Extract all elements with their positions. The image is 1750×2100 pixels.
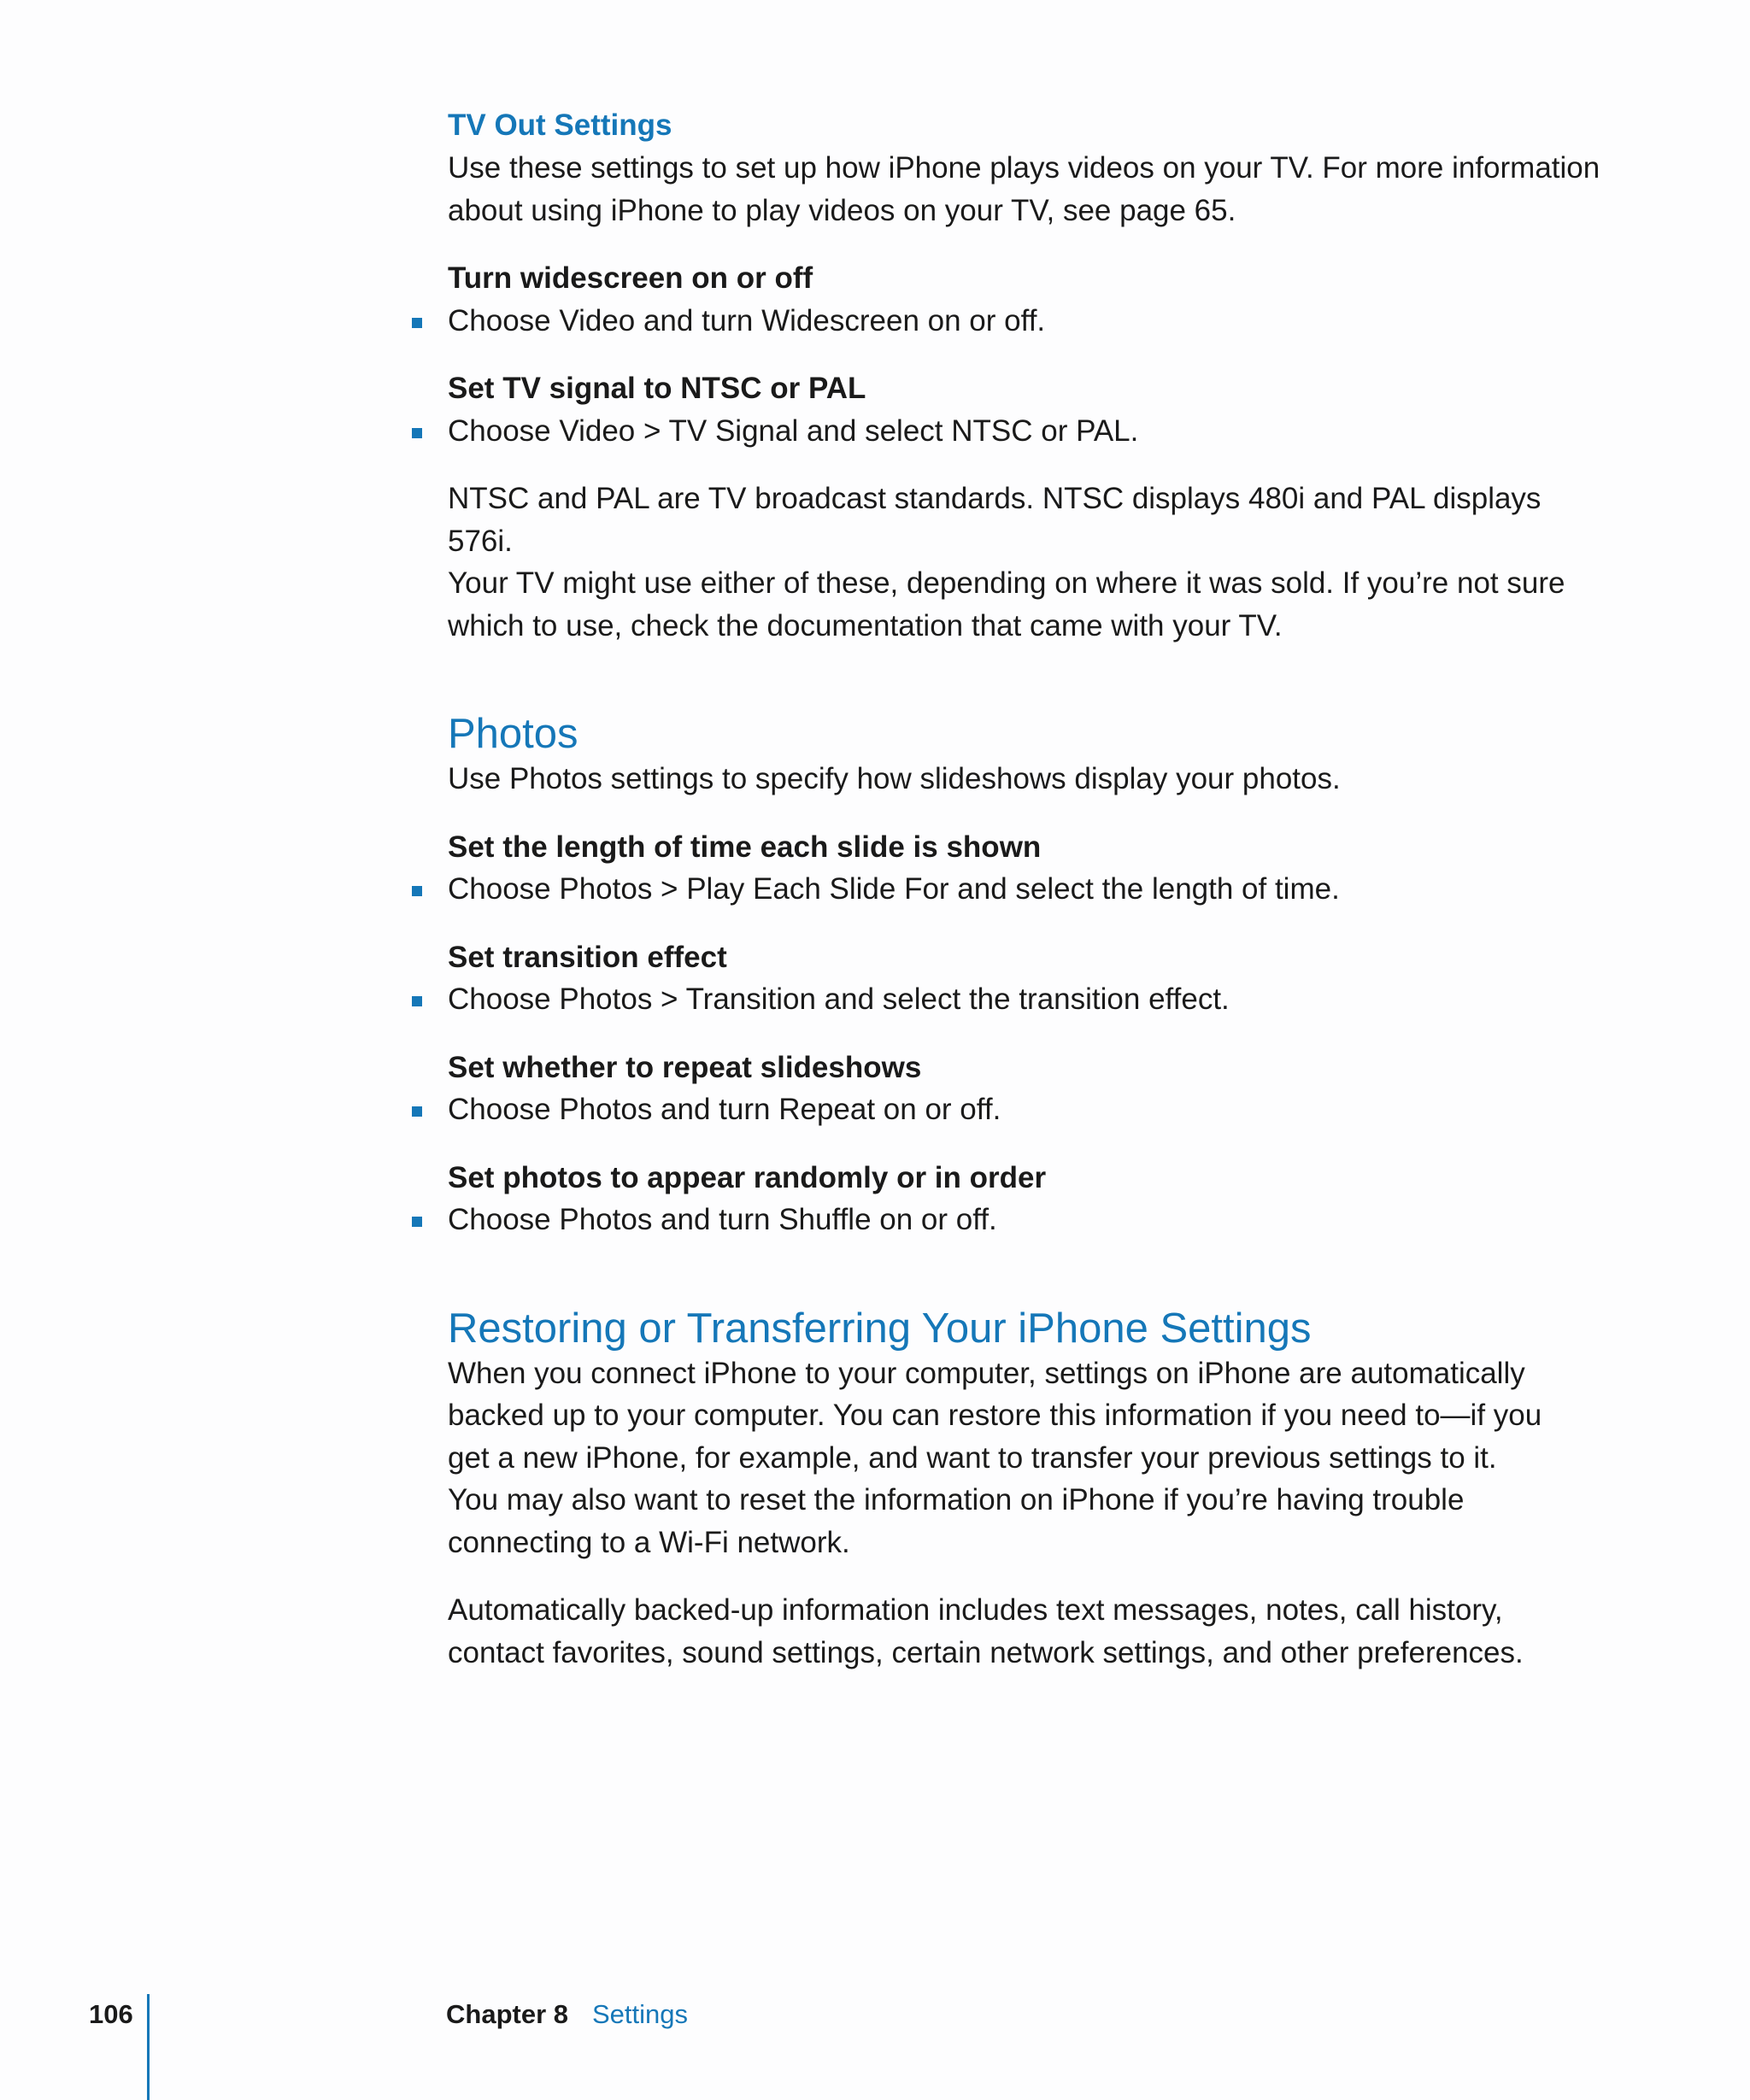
bullet-square-icon xyxy=(412,886,422,896)
text-line: contact favorites, sound settings, certain network settings, and other preferences. xyxy=(448,1635,1524,1669)
restoring-paragraph-2 xyxy=(448,1589,1610,1674)
task-title-repeat: Set whether to repeat slideshows xyxy=(448,1050,922,1084)
text-line: NTSC and PAL are TV broadcast standards. NTSC displays 480i and PAL displays 576i. xyxy=(448,482,1542,558)
bullet-square-icon xyxy=(412,996,422,1006)
section-heading-photos: Photos xyxy=(448,711,578,757)
task-step-tv-signal xyxy=(448,410,1610,453)
section-restoring xyxy=(448,1305,1610,1675)
text-line: When you connect iPhone to your computer, settings on iPhone are automatically xyxy=(448,1356,1525,1390)
bullet-square-icon xyxy=(412,428,422,438)
text-line: connecting to a Wi-Fi network. xyxy=(448,1525,850,1559)
page-content xyxy=(448,104,1610,1674)
bullet-square-icon xyxy=(412,1106,422,1117)
task-title-slide-length: Set the length of time each slide is shown xyxy=(448,830,1042,864)
text-line: which to use, check the documentation that came with your TV. xyxy=(448,608,1283,642)
step-text: Choose Photos > Transition and select the transition effect. xyxy=(448,983,1230,1016)
text-line: Use these settings to set up how iPhone plays videos on your TV. For more information xyxy=(448,151,1600,185)
section-heading-restoring: Restoring or Transferring Your iPhone Settings xyxy=(448,1305,1312,1352)
text-line: Automatically backed-up information includes text messages, notes, call history, xyxy=(448,1593,1503,1627)
step-text: Choose Photos and turn Shuffle on or off. xyxy=(448,1203,997,1236)
text-line: backed up to your computer. You can restore this information if you need to—if you xyxy=(448,1399,1542,1432)
bullet-square-icon xyxy=(412,1217,422,1227)
tv-signal-note xyxy=(448,478,1610,647)
section-heading-tv-out: TV Out Settings xyxy=(448,109,672,142)
page-number: 106 xyxy=(89,1999,133,2029)
task-step-widescreen xyxy=(448,300,1610,343)
tv-out-intro xyxy=(448,147,1610,232)
footer-rule xyxy=(147,1994,150,2100)
text-line: Your TV might use either of these, depending on where it was sold. If you’re not sure xyxy=(448,566,1565,600)
step-text: Choose Video > TV Signal and select NTSC or PAL. xyxy=(448,414,1139,448)
photos-intro: Use Photos settings to specify how slideshows display your photos. xyxy=(448,762,1341,795)
chapter-title: Settings xyxy=(591,1999,688,2029)
task-title-shuffle: Set photos to appear randomly or in order xyxy=(448,1160,1047,1194)
task-step-shuffle xyxy=(448,1199,1610,1241)
section-tv-out xyxy=(448,104,1610,647)
task-title-tv-signal: Set TV signal to NTSC or PAL xyxy=(448,372,866,405)
task-step-slide-length xyxy=(448,868,1610,911)
task-title-widescreen: Turn widescreen on or off xyxy=(448,261,813,295)
task-title-transition: Set transition effect xyxy=(448,940,727,974)
chapter-label: Chapter 8 xyxy=(446,1999,568,2029)
text-line: about using iPhone to play videos on your TV, see page 65. xyxy=(448,193,1236,227)
step-text: Choose Photos > Play Each Slide For and select the length of time. xyxy=(448,872,1340,906)
text-line: get a new iPhone, for example, and want to transfer your previous settings to it. xyxy=(448,1440,1497,1475)
text-line: You may also want to reset the information on iPhone if you’re having trouble xyxy=(448,1483,1465,1516)
task-step-transition xyxy=(448,978,1610,1021)
restoring-paragraph-1 xyxy=(448,1352,1610,1564)
task-step-repeat xyxy=(448,1088,1610,1131)
step-text: Choose Video and turn Widescreen on or off. xyxy=(448,303,1046,337)
bullet-square-icon xyxy=(412,318,422,328)
chapter-footer xyxy=(446,1997,688,2032)
step-text: Choose Photos and turn Repeat on or off. xyxy=(448,1093,1001,1126)
section-photos xyxy=(448,710,1610,1241)
